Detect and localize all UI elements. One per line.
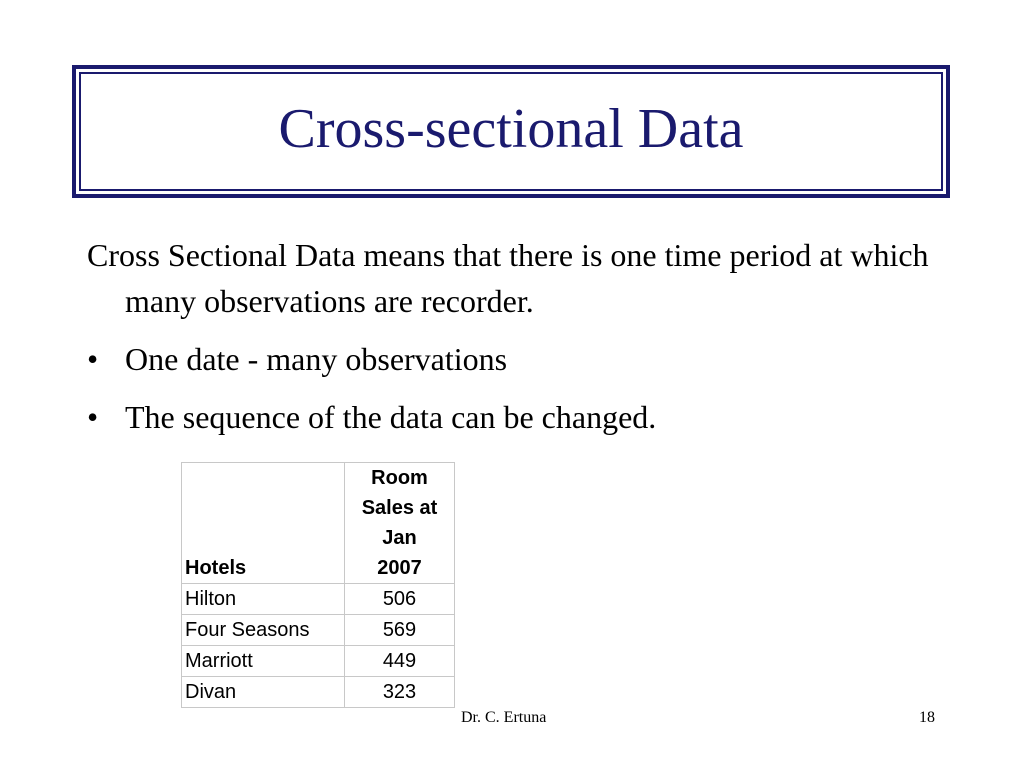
title-frame [72, 65, 950, 198]
intro-paragraph: Cross Sectional Data means that there is one time period at which many observations are recorder. [87, 237, 929, 319]
cell-hotel: Hilton [182, 584, 345, 615]
bullet-text: One date - many observations [125, 341, 508, 377]
cell-sales: 449 [345, 646, 455, 677]
header-line: Sales at [361, 497, 438, 519]
bullet-icon: • [87, 399, 99, 435]
slide-title: Cross-sectional Data [278, 97, 744, 160]
bullet-item [87, 336, 937, 382]
cell-hotel: Marriott [182, 646, 345, 677]
slide-body [87, 232, 937, 440]
page-number: 18 [919, 709, 935, 726]
footer-author: Dr. C. Ertuna [461, 709, 547, 726]
table-row [182, 615, 455, 646]
header-line: 2007 [377, 557, 422, 579]
bullet-icon: • [87, 341, 99, 377]
cell-sales: 323 [345, 677, 455, 708]
table-row [182, 646, 455, 677]
bullet-text: The sequence of the data can be changed. [125, 399, 657, 435]
cell-hotel: Four Seasons [182, 615, 345, 646]
header-hotels: Hotels [182, 463, 345, 584]
hotel-sales-table [181, 462, 455, 708]
header-line: Room [371, 467, 428, 489]
bullet-item [87, 394, 937, 440]
title-inner-frame [79, 72, 943, 191]
table-row [182, 677, 455, 708]
table-header-row [182, 463, 455, 584]
header-line: Jan [382, 527, 417, 549]
header-room-sales [345, 463, 455, 584]
table-row [182, 584, 455, 615]
cell-hotel: Divan [182, 677, 345, 708]
cell-sales: 569 [345, 615, 455, 646]
cell-sales: 506 [345, 584, 455, 615]
